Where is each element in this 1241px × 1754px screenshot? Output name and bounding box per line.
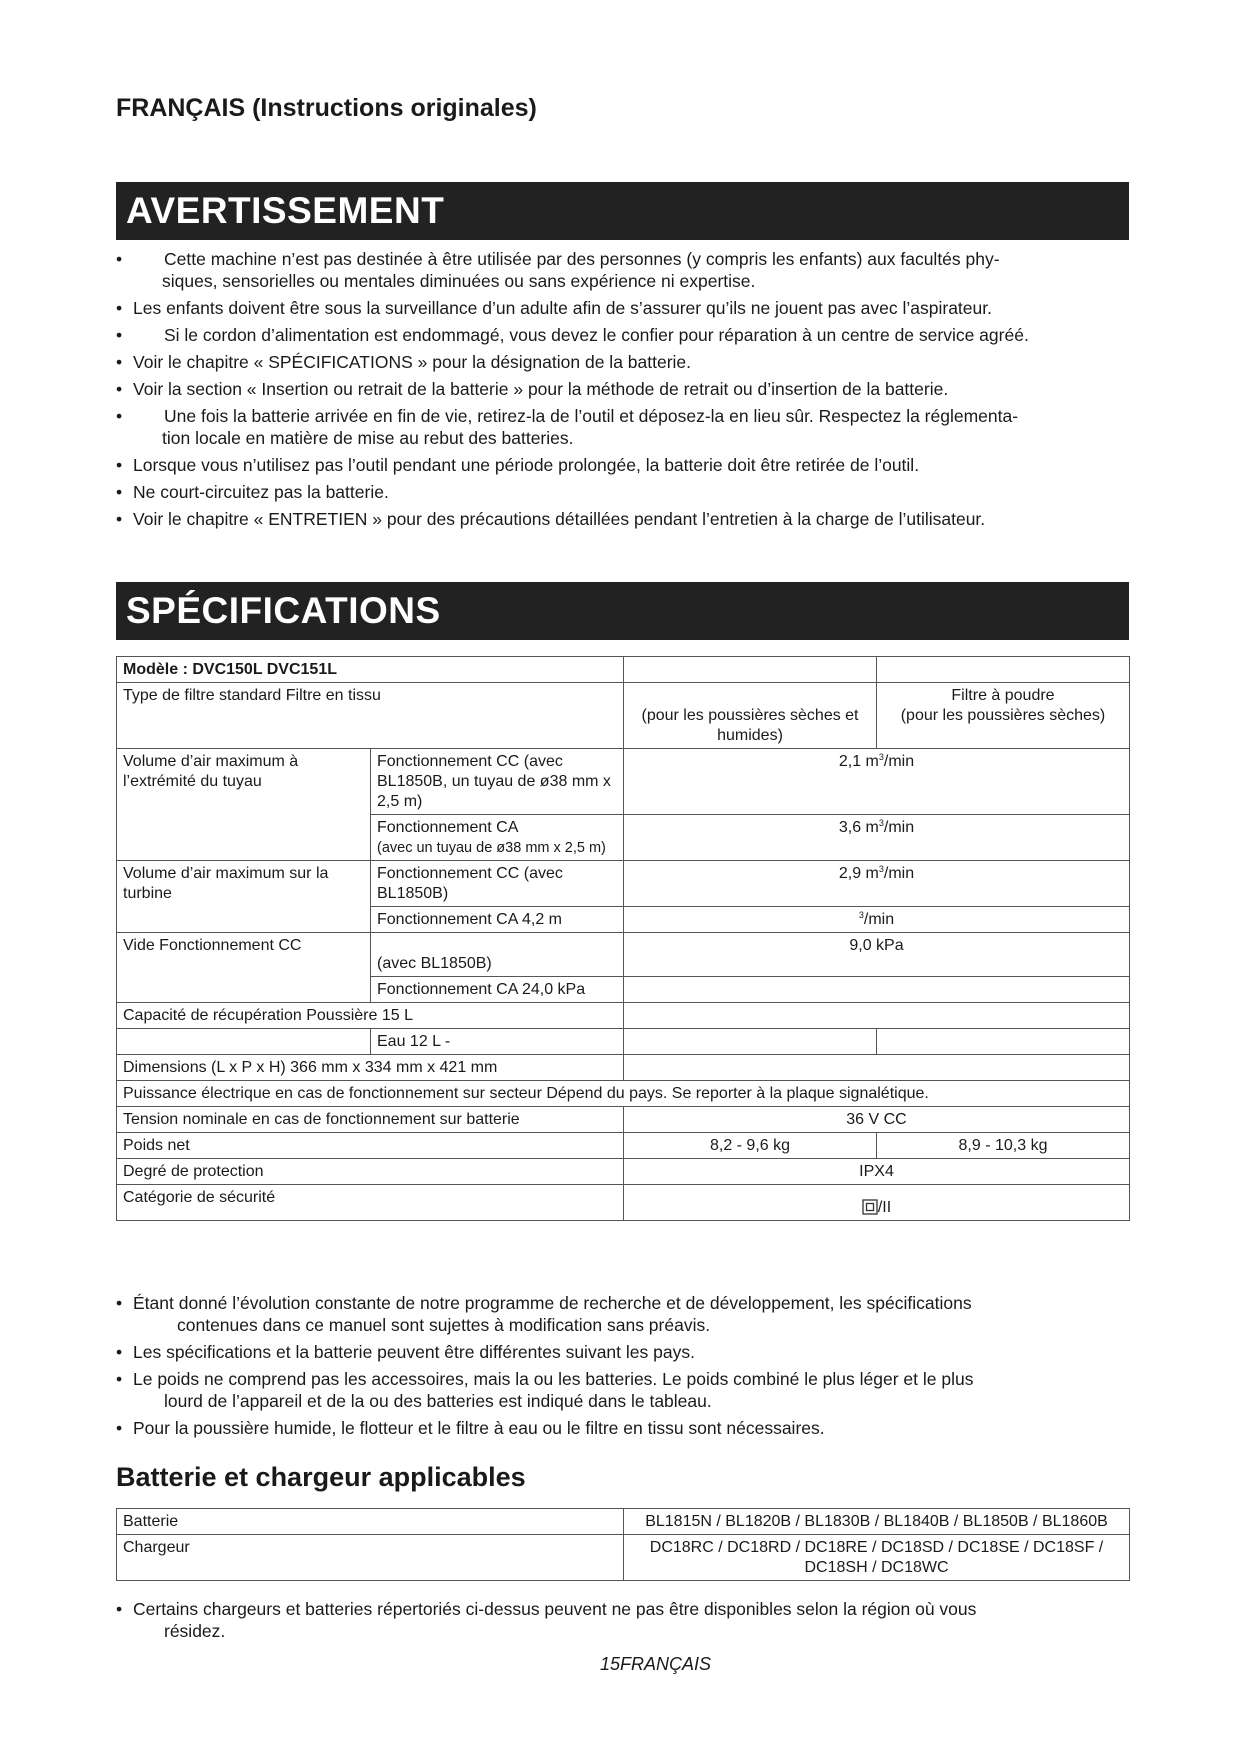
list-item: • Si le cordon d’alimentation est endommagé, vous devez le confier pour réparation à un centre de service agréé. (116, 325, 1029, 345)
bullet-icon: • (116, 1599, 123, 1619)
voltage-label: Tension nominale en cas de fonctionnement sur batterie (117, 1107, 624, 1133)
capacity-water: Eau 12 L - (371, 1029, 624, 1055)
filter-col1-cell: (pour les poussières sèches et humides) (624, 683, 877, 749)
filter-type-cell: Type de filtre standard Filtre en tissu (117, 683, 624, 749)
list-item: • Une fois la batterie arrivée en fin de vie, retirez-la de l’outil et déposez-la en lieu sûr. Respectez la réglementa- tion locale en matière de mise au rebut des batteries. (116, 406, 1019, 448)
bullet-icon: • (116, 352, 123, 372)
list-item: • Voir le chapitre « ENTRETIEN » pour des précautions détaillées pendant l’entretien à la charge de l’utilisateur. (116, 509, 986, 529)
battery-label: Batterie (117, 1509, 624, 1535)
table-row (117, 683, 1130, 749)
bullet-icon: • (116, 1418, 123, 1438)
model-cell: Modèle : DVC150L DVC151L (117, 657, 624, 683)
table-row (117, 861, 1130, 907)
table-row (117, 1107, 1130, 1133)
power-cell: Puissance électrique en cas de fonctionnement sur secteur Dépend du pays. Se reporter à la plaque signalétique. (117, 1081, 1130, 1107)
protection-label: Degré de protection (117, 1159, 624, 1185)
air-turbine-label: Volume d’air maximum sur la turbine (117, 861, 371, 933)
vacuum-label: Vide Fonctionnement CC (117, 933, 371, 1003)
double-square-class-ii-icon (862, 1199, 878, 1215)
capacity-label: Capacité de récupération Poussière 15 L (117, 1003, 624, 1029)
table-row (117, 1133, 1130, 1159)
specifications-table (116, 656, 1130, 1221)
table-row (117, 1159, 1130, 1185)
bullet-icon: • (116, 325, 123, 345)
bullet-icon: • (116, 482, 123, 502)
list-item: • Les enfants doivent être sous la surveillance d’un adulte afin de s’assurer qu’ils ne jouent pas avec l’aspirateur. (116, 298, 992, 318)
safety-label: Catégorie de sécurité (117, 1185, 624, 1221)
notes-list (116, 1292, 1136, 1444)
air-hose-ac: Fonctionnement CA (avec un tuyau de ø38 mm x 2,5 m) (371, 815, 624, 861)
battery-value: BL1815N / BL1820B / BL1830B / BL1840B / BL1850B / BL1860B (624, 1509, 1130, 1535)
air-turbine-ac-value: $^3$/min (624, 907, 1130, 933)
vacuum-ac: Fonctionnement CA 24,0 kPa (371, 977, 624, 1003)
dimensions-cell: Dimensions (L x P x H) 366 mm x 334 mm x 421 mm (117, 1055, 624, 1081)
bullet-icon: • (116, 406, 123, 426)
list-item: • Le poids ne comprend pas les accessoires, mais la ou les batteries. Le poids combiné le plus léger et le plus lourd de l’appareil et de la ou des batteries est indiqué dans le tableau. (116, 1369, 974, 1411)
bullet-icon: • (116, 455, 123, 475)
table-row (117, 1509, 1130, 1535)
air-turbine-ac: Fonctionnement CA 4,2 m (371, 907, 624, 933)
list-item: • Certains chargeurs et batteries répertoriés ci-dessus peuvent ne pas être disponibles selon la région où vous résidez. (116, 1599, 977, 1641)
bullet-icon: • (116, 249, 123, 269)
warning-list (116, 248, 1136, 535)
filter-col2-cell: Filtre à poudre (pour les poussières sèches) (877, 683, 1130, 749)
page-footer: 15FRANÇAIS (599, 1654, 712, 1674)
list-item: • Voir la section « Insertion ou retrait de la batterie » pour la méthode de retrait ou d’insertion de la batterie. (116, 379, 949, 399)
voltage-value: 36 V CC (624, 1107, 1130, 1133)
list-item: • Voir le chapitre « SPÉCIFICATIONS » pour la désignation de la batterie. (116, 352, 692, 372)
bullet-icon: • (116, 509, 123, 529)
charger-label: Chargeur (117, 1535, 624, 1581)
battery-table (116, 1508, 1130, 1581)
air-hose-ac-value: 3,6 $m^3/\min$ (624, 815, 1130, 861)
air-hose-label: Volume d’air maximum à l’extrémité du tuyau (117, 749, 371, 861)
table-row (117, 1535, 1130, 1581)
weight-value-2: 8,9 - 10,3 kg (877, 1133, 1130, 1159)
safety-value: /II (624, 1185, 1130, 1221)
weight-value-1: 8,2 - 9,6 kg (624, 1133, 877, 1159)
table-row (117, 1029, 1130, 1055)
protection-value: IPX4 (624, 1159, 1130, 1185)
table-row (117, 749, 1130, 815)
list-item: • Cette machine n’est pas destinée à être utilisée par des personnes (y compris les enfants) aux facultés phy- siques, sensorielles ou mentales diminuées ou sans expérience ni expertise. (116, 249, 1000, 291)
air-turbine-dc-value: 2,9 $m^3/\min$ (624, 861, 1130, 907)
bullet-icon: • (116, 379, 123, 399)
bullet-icon: • (116, 298, 123, 318)
table-row (117, 1185, 1130, 1221)
table-row (117, 657, 1130, 683)
bullet-icon: • (116, 1369, 123, 1389)
table-row (117, 1003, 1130, 1029)
list-item: • Étant donné l’évolution constante de notre programme de recherche et de développement, les spécifications contenues dans ce manuel sont sujettes à modification sans préavis. (116, 1293, 972, 1335)
list-item: • Pour la poussière humide, le flotteur et le filtre à eau ou le filtre en tissu sont nécessaires. (116, 1418, 825, 1438)
air-hose-dc-value: 2,1 $m^3/\min$ (624, 749, 1130, 815)
list-item: • Lorsque vous n’utilisez pas l’outil pendant une période prolongée, la batterie doit être retirée de l’outil. (116, 455, 920, 475)
air-turbine-dc: Fonctionnement CC (avec BL1850B) (371, 861, 624, 907)
table-row (117, 933, 1130, 977)
page-title: FRANÇAIS (Instructions originales) (116, 94, 537, 122)
table-row (117, 1081, 1130, 1107)
bullet-icon: • (116, 1342, 123, 1362)
specifications-banner: SPÉCIFICATIONS (116, 582, 1129, 640)
list-item: • Les spécifications et la batterie peuvent être différentes suivant les pays. (116, 1342, 695, 1362)
weight-label: Poids net (117, 1133, 624, 1159)
battery-heading: Batterie et chargeur applicables (116, 1462, 526, 1492)
vacuum-dc: (avec BL1850B) (371, 933, 624, 977)
bullet-icon: • (116, 1293, 123, 1313)
table-row (117, 1055, 1130, 1081)
air-hose-dc: Fonctionnement CC (avec BL1850B, un tuyau de ø38 mm x 2,5 m) (371, 749, 624, 815)
list-item: • Ne court-circuitez pas la batterie. (116, 482, 389, 502)
charger-value: DC18RC / DC18RD / DC18RE / DC18SD / DC18SE / DC18SF / DC18SH / DC18WC (624, 1535, 1130, 1581)
warning-banner: AVERTISSEMENT (116, 182, 1129, 240)
vacuum-dc-value: 9,0 kPa (624, 933, 1130, 977)
battery-note-list (116, 1598, 1136, 1647)
